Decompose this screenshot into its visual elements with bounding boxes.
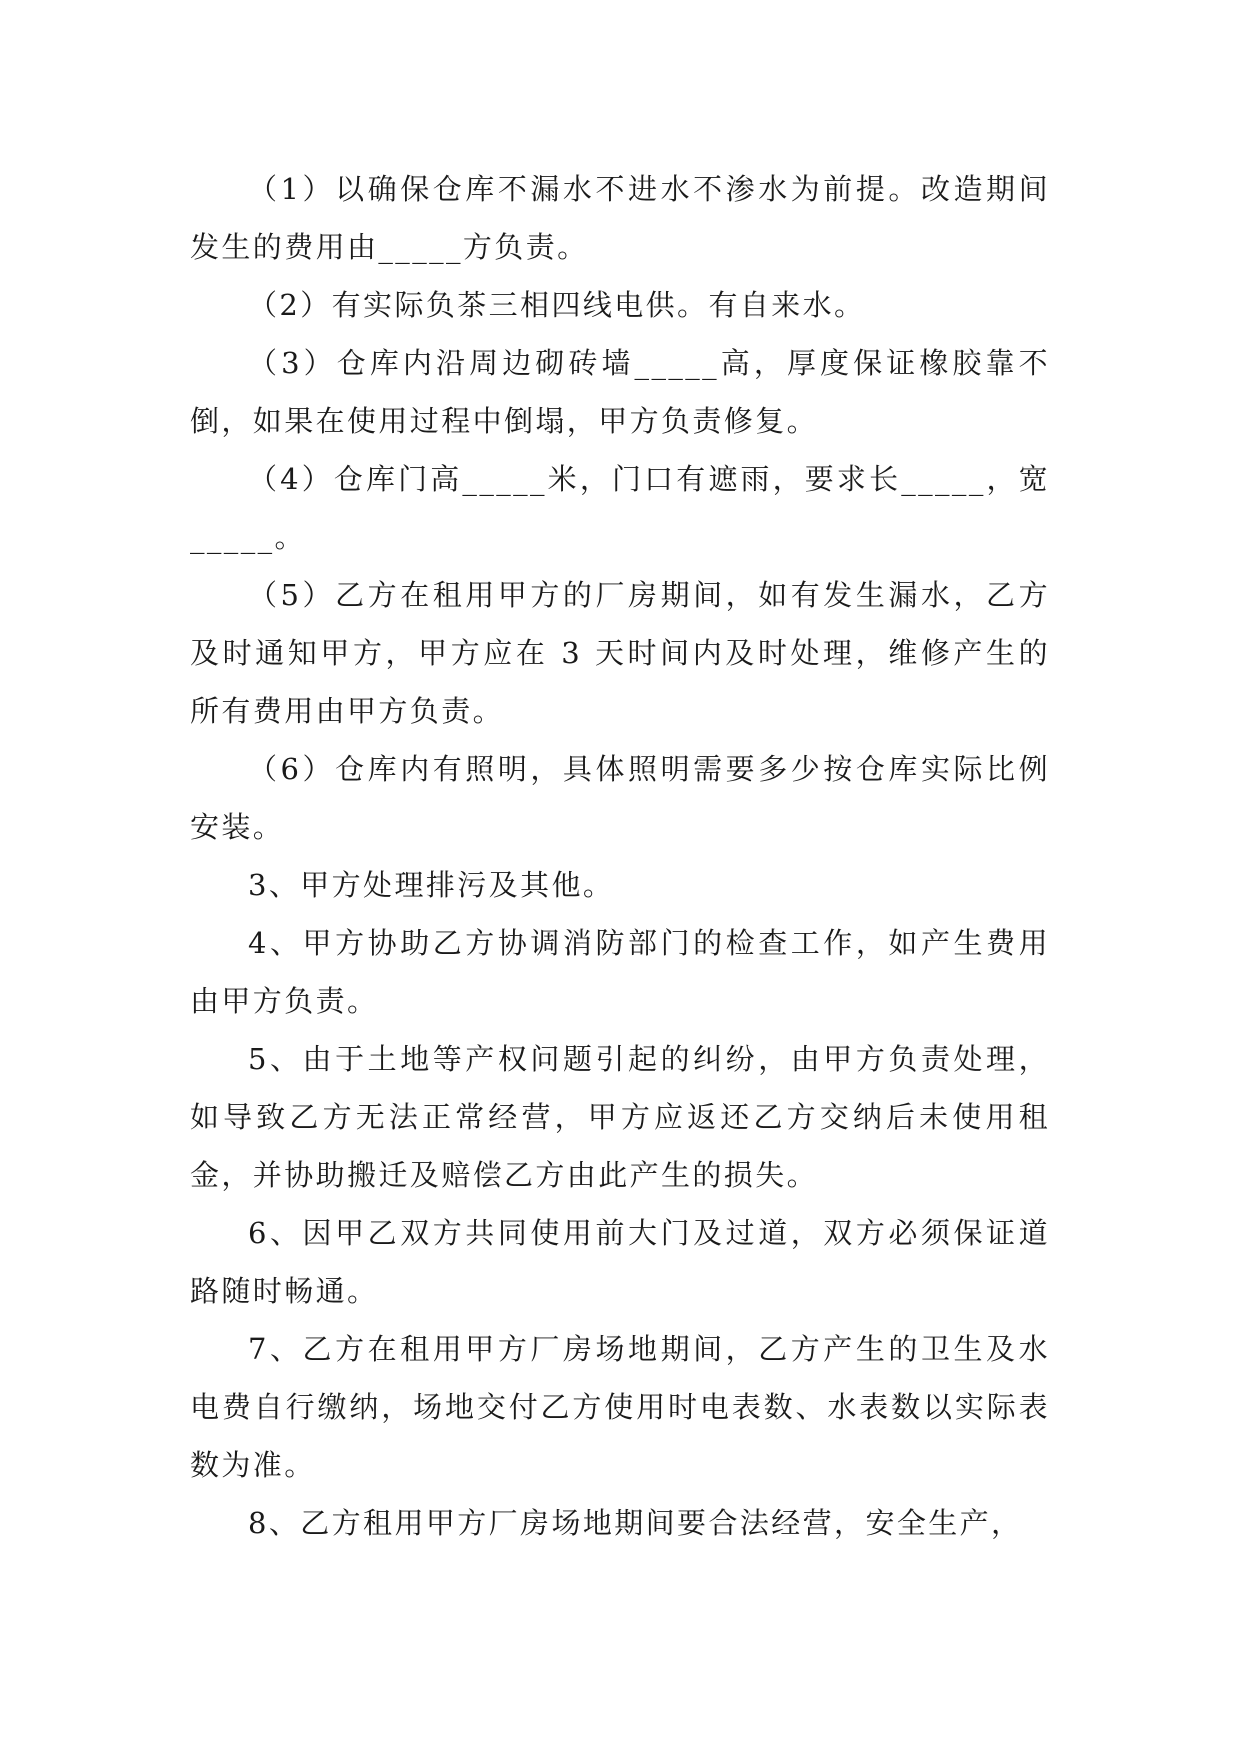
- paragraph-item-3: （3）仓库内沿周边砌砖墙_____高，厚度保证橡胶靠不倒，如果在使用过程中倒塌，甲方负责修复。: [190, 346, 1050, 438]
- paragraph-item-6: （6）仓库内有照明，具体照明需要多少按仓库实际比例安装。: [190, 752, 1050, 844]
- document-body: [190, 160, 1050, 1552]
- paragraph-item-4: （4）仓库门高_____米，门口有遮雨，要求长_____，宽_____。: [190, 462, 1050, 554]
- paragraph-clause-3: 3、甲方处理排污及其他。: [248, 868, 615, 902]
- paragraph-item-2: （2）有实际负茶三相四线电供。有自来水。: [248, 288, 866, 322]
- paragraph-clause-7: 7、乙方在租用甲方厂房场地期间，乙方产生的卫生及水电费自行缴纳，场地交付乙方使用时电表数、水表数以实际表数为准。: [190, 1332, 1050, 1482]
- paragraph-item-1: （1）以确保仓库不漏水不进水不渗水为前提。改造期间发生的费用由_____方负责。: [190, 172, 1050, 264]
- paragraph-clause-8: 8、乙方租用甲方厂房场地期间要合法经营，安全生产，: [248, 1506, 1023, 1540]
- paragraph-item-5: （5）乙方在租用甲方的厂房期间，如有发生漏水，乙方及时通知甲方，甲方应在 3 天时间内及时处理，维修产生的所有费用由甲方负责。: [190, 578, 1050, 728]
- paragraph-clause-4: 4、甲方协助乙方协调消防部门的检查工作，如产生费用由甲方负责。: [190, 926, 1050, 1018]
- paragraph-clause-6: 6、因甲乙双方共同使用前大门及过道，双方必须保证道路随时畅通。: [190, 1216, 1050, 1308]
- paragraph-clause-5: 5、由于土地等产权问题引起的纠纷，由甲方负责处理，如导致乙方无法正常经营，甲方应返还乙方交纳后未使用租金，并协助搬迁及赔偿乙方由此产生的损失。: [190, 1042, 1050, 1192]
